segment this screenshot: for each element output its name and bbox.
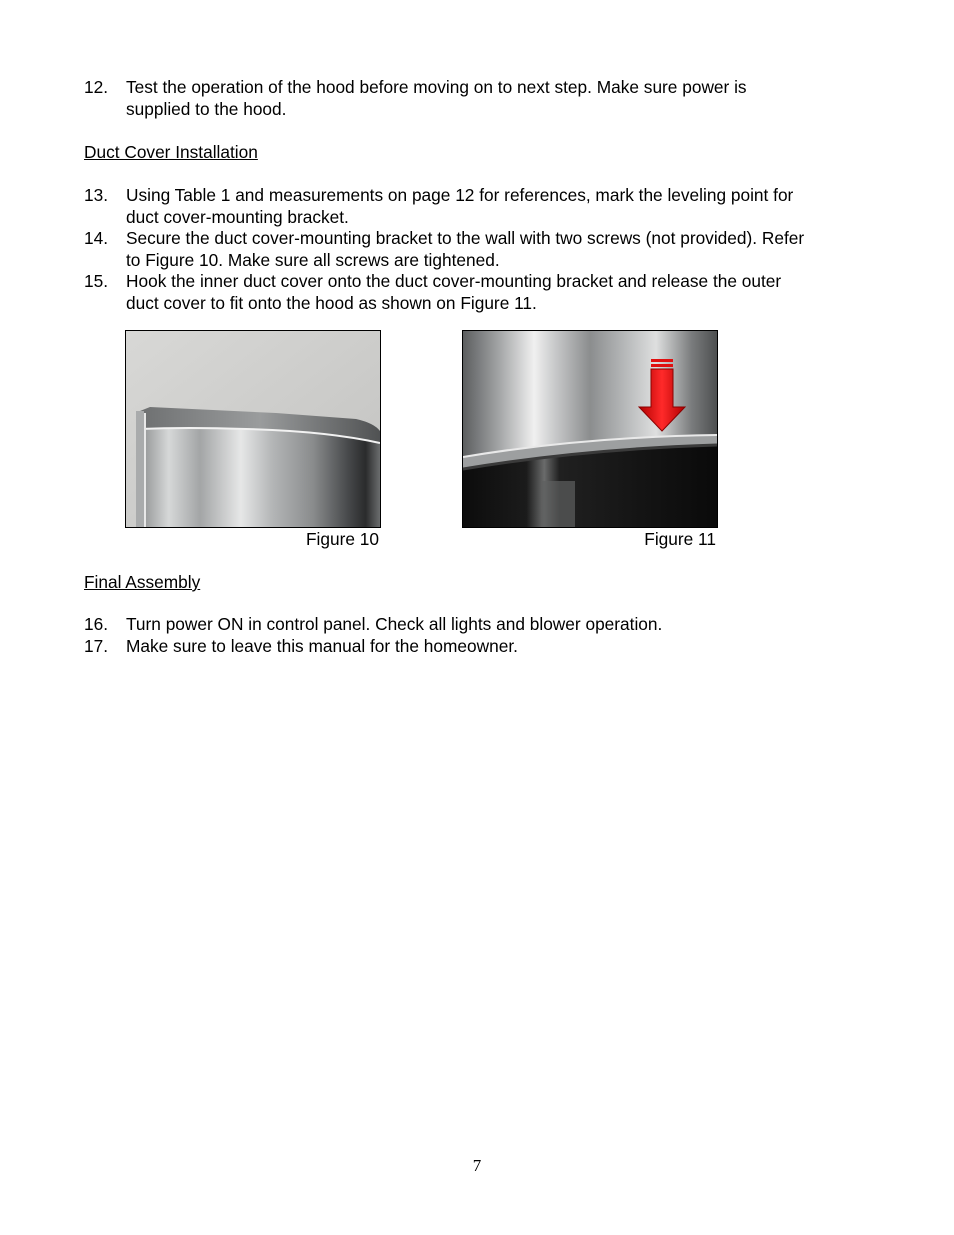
step-text [126,77,884,120]
step-line: Turn power ON in control panel. Check all lights and blower operation. [126,614,663,634]
step-number: 14. [84,228,109,248]
step-text [126,636,884,658]
step-line: duct cover to fit onto the hood as shown on Figure 11. [126,292,537,313]
step-number: 17. [84,636,109,656]
figure-11-caption: Figure 11 [644,529,716,549]
step-line: Hook the inner duct cover onto the duct cover-mounting bracket and release the outer [126,271,782,291]
step-number: 12. [84,77,109,97]
step-number: 16. [84,614,109,634]
step-line: Using Table 1 and measurements on page 12 for references, mark the leveling point for [126,185,794,205]
figure-10-photo [125,330,381,528]
duct-cover-fit-image [463,331,717,527]
step-line: Secure the duct cover-mounting bracket to the wall with two screws (not provided). Refer [126,228,805,248]
section-heading-duct-cover: Duct Cover Installation [84,142,258,162]
duct-cover-bracket-image [126,331,380,527]
step-text [126,185,884,228]
step-line: duct cover-mounting bracket. [126,206,349,227]
section-heading-final-assembly: Final Assembly [84,572,201,592]
step-number: 13. [84,185,109,205]
step-number: 15. [84,271,109,291]
step-text [126,614,884,636]
step-text [126,228,884,271]
step-line: Make sure to leave this manual for the homeowner. [126,636,518,656]
page-number: 7 [472,1156,482,1175]
figure-10-caption: Figure 10 [305,529,379,549]
step-text [126,271,884,314]
figure-11-photo [462,330,718,528]
step-line: Test the operation of the hood before moving on to next step. Make sure power is [126,77,747,97]
step-line: supplied to the hood. [126,98,287,119]
step-line: to Figure 10. Make sure all screws are tightened. [126,249,500,270]
